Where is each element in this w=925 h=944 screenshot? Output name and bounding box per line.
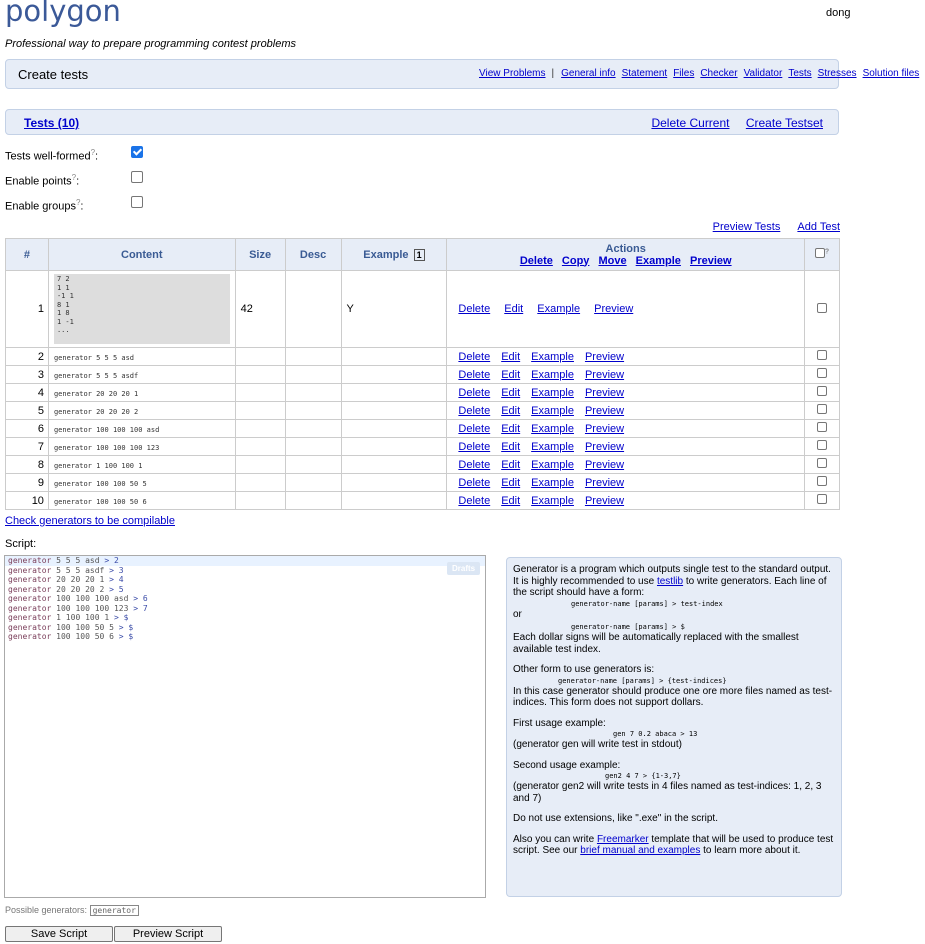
row-select (805, 366, 840, 384)
select-all-checkbox[interactable] (815, 248, 825, 258)
script-destination: > $ (118, 622, 134, 632)
row-num: 5 (6, 402, 49, 420)
col-size: Size (235, 239, 285, 271)
col-actions: Actions Delete Copy Move Example Preview (447, 239, 805, 271)
row-num: 7 (6, 438, 49, 456)
row-size (235, 366, 285, 384)
option-enable-groups: Enable groups?: (5, 198, 84, 213)
row-select (805, 474, 840, 492)
delete-link[interactable]: Delete (458, 458, 491, 471)
row-select (805, 420, 840, 438)
script-line[interactable] (5, 623, 485, 633)
generator-tag[interactable]: generator (90, 905, 139, 916)
option-enable-points: Enable points?: (5, 173, 80, 188)
table-row (6, 492, 840, 510)
row-num: 3 (6, 366, 49, 384)
row-actions (447, 438, 805, 456)
row-checkbox[interactable] (817, 386, 827, 396)
col-content: Content (48, 239, 235, 271)
generator-command: generator 20 20 20 2 (53, 407, 139, 416)
row-content (48, 402, 235, 420)
script-editor[interactable] (4, 555, 486, 898)
row-example (341, 348, 447, 366)
row-example (341, 402, 447, 420)
row-size (235, 438, 285, 456)
row-num: 2 (6, 348, 49, 366)
edit-link[interactable]: Edit (501, 404, 521, 417)
nav-tests[interactable]: Tests (788, 68, 812, 79)
script-args: 20 20 20 2 (51, 584, 110, 594)
script-line[interactable] (5, 585, 485, 595)
delete-link[interactable]: Delete (458, 350, 491, 363)
generator-command: generator 100 100 50 6 (53, 497, 147, 506)
row-content (48, 474, 235, 492)
row-num: 6 (6, 420, 49, 438)
row-example (341, 420, 447, 438)
script-generator-name: generator (8, 632, 52, 641)
row-desc (285, 420, 341, 438)
row-example (341, 474, 447, 492)
script-line[interactable] (5, 604, 485, 614)
polygon-logo[interactable]: polygon (5, 0, 121, 28)
row-select (805, 456, 840, 474)
table-row (6, 474, 840, 492)
script-args: 100 100 50 6 (51, 632, 119, 641)
script-args: 5 5 5 asd (51, 556, 105, 565)
edit-link[interactable]: Edit (501, 350, 521, 363)
script-destination: > $ (118, 632, 134, 641)
row-content (48, 456, 235, 474)
preview-link[interactable]: Preview (584, 458, 625, 471)
row-size: 42 (235, 271, 285, 348)
nav-separator: | (551, 68, 555, 79)
script-generator-name: generator (8, 594, 52, 603)
script-generator-name: generator (8, 622, 52, 632)
code-example: generator-name [params] > test-index (571, 599, 723, 608)
preview-link[interactable]: Preview (584, 476, 625, 489)
row-checkbox[interactable] (817, 368, 827, 378)
row-num: 8 (6, 456, 49, 474)
edit-link[interactable]: Edit (501, 422, 521, 435)
row-example (341, 384, 447, 402)
option-tests-well-formed: Tests well-formed?: (5, 148, 99, 163)
script-generator-name: generator (8, 613, 52, 622)
delete-link[interactable]: Delete (458, 404, 491, 417)
table-row (6, 456, 840, 474)
row-size (235, 474, 285, 492)
row-example (341, 438, 447, 456)
row-desc (285, 271, 341, 348)
generator-command: generator 5 5 5 asdf (53, 371, 139, 380)
generator-command: generator 100 100 50 5 (53, 479, 147, 488)
row-actions (447, 384, 805, 402)
script-line[interactable] (5, 632, 485, 642)
col-select-all (805, 239, 840, 271)
test-content-preview (54, 274, 230, 344)
delete-link[interactable]: Delete (458, 368, 491, 381)
row-size (235, 384, 285, 402)
row-desc (285, 474, 341, 492)
page-header-bar (5, 59, 920, 89)
row-size (235, 402, 285, 420)
row-actions (447, 492, 805, 510)
script-destination: > 2 (104, 556, 119, 565)
table-row (6, 271, 840, 348)
col-desc: Desc (285, 239, 341, 271)
content-line: 8 1 (56, 300, 70, 309)
script-destination: > 7 (133, 603, 148, 613)
page-title: Create tests (18, 67, 89, 82)
script-args: 100 100 50 5 (51, 622, 119, 632)
row-desc (285, 438, 341, 456)
row-content (48, 420, 235, 438)
preview-link[interactable]: Preview (594, 303, 634, 315)
add-test-link[interactable]: Add Test (797, 221, 840, 233)
content-line: 1 1 (56, 283, 70, 292)
nav-view-problems[interactable]: View Problems (479, 68, 546, 79)
row-actions (447, 271, 805, 348)
help-icon[interactable]: ? (90, 148, 96, 157)
row-select (805, 438, 840, 456)
script-generator-name: generator (8, 584, 52, 594)
manual-link[interactable]: brief manual and examples (580, 845, 701, 856)
nav-statement[interactable]: Statement (621, 68, 668, 79)
table-row (6, 402, 840, 420)
preview-link[interactable]: Preview (584, 350, 625, 363)
nav-files[interactable]: Files (673, 68, 695, 79)
edit-link[interactable]: Edit (501, 386, 521, 399)
script-destination: > 5 (109, 584, 124, 594)
row-desc (285, 348, 341, 366)
example-link[interactable]: Example (531, 350, 574, 363)
script-destination: > 4 (109, 575, 124, 584)
col-num: # (6, 239, 49, 271)
row-num: 4 (6, 384, 49, 402)
code-example: generator-name [params] > {test-indices} (558, 676, 727, 685)
bulk-delete-link[interactable]: Delete (519, 254, 553, 267)
testlib-link[interactable]: testlib (656, 575, 684, 587)
generator-command: generator 100 100 100 asd (53, 425, 160, 434)
row-num: 10 (6, 492, 49, 510)
preview-link[interactable]: Preview (584, 368, 625, 381)
example-link[interactable]: Example (531, 458, 574, 471)
content-line: 1 -1 (56, 317, 74, 326)
nav-solution-files[interactable]: Solution files (862, 68, 920, 79)
edit-link[interactable]: Edit (501, 494, 521, 507)
script-line[interactable] (5, 566, 485, 576)
row-checkbox[interactable] (817, 303, 827, 313)
edit-link[interactable]: Edit (501, 368, 521, 381)
preview-link[interactable]: Preview (584, 440, 625, 453)
tagline: Professional way to prepare programming contest problems (5, 38, 297, 50)
enable-groups-checkbox[interactable] (131, 196, 143, 208)
row-example (341, 492, 447, 510)
example-link[interactable]: Example (531, 422, 574, 435)
script-line[interactable] (5, 613, 485, 623)
table-row (6, 348, 840, 366)
table-row (6, 420, 840, 438)
script-destination: > $ (113, 613, 129, 622)
preview-link[interactable]: Preview (584, 386, 625, 399)
row-content (48, 384, 235, 402)
row-checkbox[interactable] (817, 350, 827, 360)
generator-command: generator 1 100 100 1 (53, 461, 143, 470)
preview-tests-link[interactable]: Preview Tests (712, 221, 781, 233)
script-label: Script: (5, 538, 37, 550)
possible-generators: Possible generators: generator (5, 905, 139, 915)
freemarker-link[interactable]: Freemarker (596, 833, 649, 845)
script-generator-name: generator (8, 565, 52, 575)
row-content (48, 366, 235, 384)
generator-command: generator 5 5 5 asd (53, 353, 135, 362)
generator-command: generator 20 20 20 1 (53, 389, 139, 398)
row-actions (447, 456, 805, 474)
row-desc (285, 402, 341, 420)
script-destination: > 3 (109, 565, 124, 575)
script-generator-name: generator (8, 603, 52, 613)
edit-link[interactable]: Edit (501, 476, 521, 489)
content-line: -1 1 (56, 292, 74, 300)
script-args: 5 5 5 asdf (51, 565, 110, 575)
delete-link[interactable]: Delete (458, 386, 491, 399)
save-script-button[interactable]: Save Script (5, 926, 113, 942)
col-example: Example 1 (341, 239, 447, 271)
row-actions (447, 402, 805, 420)
row-size (235, 420, 285, 438)
help-icon[interactable]: ? (824, 248, 830, 256)
bulk-example-link[interactable]: Example (635, 254, 681, 267)
example-link[interactable]: Example (531, 476, 574, 489)
example-link[interactable]: Example (531, 386, 574, 399)
row-actions (447, 474, 805, 492)
example-link[interactable]: Example (531, 494, 574, 507)
delete-link[interactable]: Delete (458, 422, 491, 435)
row-select (805, 402, 840, 420)
generator-command: generator 100 100 100 123 (53, 443, 160, 452)
nav-validator[interactable]: Validator (743, 68, 783, 79)
content-line: ... (56, 326, 70, 334)
nav-checker[interactable]: Checker (700, 68, 738, 79)
preview-script-button[interactable]: Preview Script (114, 926, 222, 942)
script-line[interactable] (5, 594, 485, 604)
bulk-actions (447, 255, 804, 267)
script-line[interactable] (5, 575, 485, 585)
row-checkbox[interactable] (817, 458, 827, 468)
script-destination: > 6 (133, 594, 148, 603)
script-args: 1 100 100 1 (51, 613, 114, 622)
row-checkbox[interactable] (817, 404, 827, 414)
testset-tab-tests[interactable]: Tests (10) (24, 116, 80, 130)
problem-nav (479, 68, 925, 79)
row-actions (447, 366, 805, 384)
enable-points-checkbox[interactable] (131, 171, 143, 183)
preview-link[interactable]: Preview (584, 494, 625, 507)
row-size (235, 492, 285, 510)
tests-well-formed-checkbox[interactable] (131, 146, 143, 158)
row-size (235, 456, 285, 474)
create-testset-link[interactable]: Create Testset (745, 116, 823, 130)
bulk-copy-link[interactable]: Copy (561, 254, 590, 267)
delete-link[interactable]: Delete (458, 440, 491, 453)
code-example: generator-name [params] > $ (571, 623, 685, 631)
table-row (6, 366, 840, 384)
tests-table (5, 238, 840, 510)
delete-current-link[interactable]: Delete Current (651, 116, 730, 130)
row-example (341, 366, 447, 384)
row-desc (285, 366, 341, 384)
script-args: 100 100 100 asd (51, 594, 134, 603)
row-desc (285, 492, 341, 510)
row-select (805, 492, 840, 510)
delete-link[interactable]: Delete (458, 494, 491, 507)
script-line[interactable] (5, 556, 485, 566)
script-generator-name: generator (8, 556, 52, 565)
row-desc (285, 384, 341, 402)
preview-link[interactable]: Preview (584, 404, 625, 417)
table-row (6, 438, 840, 456)
example-count-badge: 1 (414, 249, 425, 261)
help-icon[interactable]: ? (75, 198, 81, 207)
delete-link[interactable]: Delete (458, 476, 491, 489)
row-content (48, 271, 235, 348)
row-select (805, 271, 840, 348)
row-example: Y (341, 271, 447, 348)
script-args: 20 20 20 1 (51, 575, 110, 584)
bulk-preview-link[interactable]: Preview (689, 254, 732, 267)
row-select (805, 348, 840, 366)
row-content (48, 438, 235, 456)
edit-link[interactable]: Edit (504, 303, 524, 315)
row-checkbox[interactable] (817, 476, 827, 486)
example-link[interactable]: Example (531, 368, 574, 381)
help-icon[interactable]: ? (71, 173, 77, 182)
row-size (235, 348, 285, 366)
row-checkbox[interactable] (817, 422, 827, 432)
script-generator-name: generator (8, 575, 52, 584)
nav-stresses[interactable]: Stresses (817, 68, 857, 79)
example-link[interactable]: Example (537, 303, 581, 315)
example-link[interactable]: Example (531, 404, 574, 417)
example-link[interactable]: Example (531, 440, 574, 453)
nav-general-info[interactable]: General info (561, 68, 616, 79)
table-row (6, 384, 840, 402)
row-content (48, 492, 235, 510)
row-select (805, 384, 840, 402)
row-example (341, 456, 447, 474)
content-line: 7 2 (56, 275, 70, 283)
code-example: gen2 4 7 > {1-3,7} (605, 772, 681, 780)
preview-link[interactable]: Preview (584, 422, 625, 435)
user-name[interactable]: dong (826, 7, 851, 19)
testset-bar (5, 109, 839, 135)
row-desc (285, 456, 341, 474)
bulk-move-link[interactable]: Move (598, 254, 627, 267)
delete-link[interactable]: Delete (458, 303, 491, 315)
content-line: 1 8 (56, 309, 70, 317)
row-content (48, 348, 235, 366)
script-args: 100 100 100 123 (51, 603, 134, 613)
code-example: gen 7 0.2 abaca > 13 (613, 730, 698, 738)
row-actions (447, 420, 805, 438)
drafts-button[interactable]: Drafts (447, 562, 480, 575)
row-checkbox[interactable] (817, 494, 827, 504)
row-actions (447, 348, 805, 366)
edit-link[interactable]: Edit (501, 440, 521, 453)
row-num: 1 (6, 271, 49, 348)
row-num: 9 (6, 474, 49, 492)
edit-link[interactable]: Edit (501, 458, 521, 471)
generator-help-panel: Generator is a program which outputs single test to the standard output. It is highly recommended to use testlib to write generators. Each line of the script should have a form: generator-name [params] > test-index or generator-name [params] > $ Each dollar signs will be automatically replaced with the smallest available test index. Other form to use generators is: generator-name [params] > {test-indices} In this case generator should produce one ore more files named as test-indices. This form does not support dollars. First usage example: gen 7 0.2 abaca > 13 (generator gen will write test in stdout) Second usage example: gen2 4 7 > {1-3,7} (generator gen2 will write tests in 4 files named as test-indices: 1, 2, 3 and 7) Do not use extensions, like ".exe" in the script. Also you can write Freemarker template that will be used to produce test script. See our brief manual and examples to learn more about it. (506, 557, 842, 897)
check-generators-link[interactable]: Check generators to be compilable (5, 515, 175, 527)
row-checkbox[interactable] (817, 440, 827, 450)
